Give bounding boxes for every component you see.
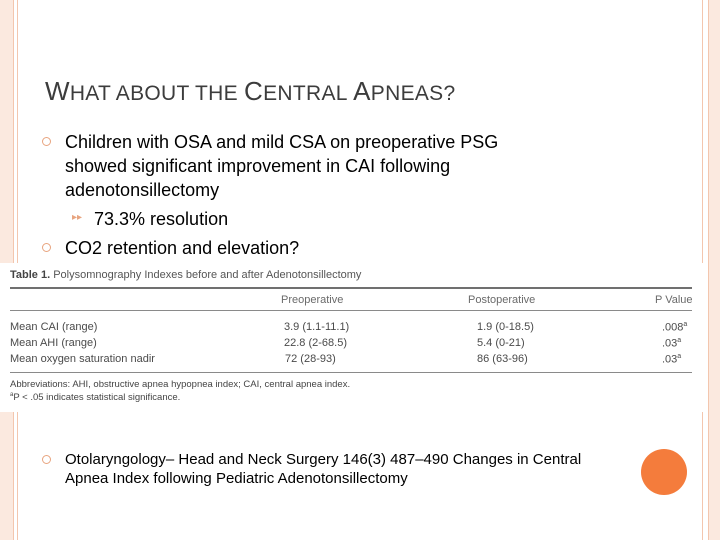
sub-bullet-icon: ▸▸: [72, 212, 83, 223]
bullet-ring-icon: [42, 137, 51, 146]
table-cell: Mean oxygen saturation nadir: [10, 353, 155, 365]
orange-circle-decoration: [641, 449, 687, 495]
table-rule: [10, 372, 692, 373]
table-header: Postoperative: [468, 294, 536, 306]
table-cell: .03$^a$: [662, 353, 682, 366]
table-cell: 86 (63-96): [477, 353, 528, 365]
bullet-ring-icon: [42, 455, 51, 464]
table-header: Preoperative: [281, 294, 344, 306]
table-rule: [10, 310, 692, 311]
bullet-text: CO2 retention and elevation?: [65, 238, 300, 258]
bullet-text: showed significant improvement in CAI following: [65, 156, 451, 176]
table-cell: 22.8 (2-68.5): [284, 337, 347, 349]
table-cell: 3.9 (1.1-11.1): [284, 321, 350, 333]
table-header: P Value: [655, 294, 693, 306]
table-cell: Mean CAI (range): [10, 321, 98, 333]
table-rule: [10, 287, 692, 289]
table-cell: .008$^a$: [662, 321, 688, 334]
table-cell: .03$^a$: [662, 337, 682, 350]
sub-bullet-text: 73.3% resolution: [94, 209, 229, 229]
table-footnote: $^a$P < .05 indicates statistical significance.: [10, 392, 181, 404]
citation-text: Otolaryngology– Head and Neck Surgery 146(3) 487–490 Changes in Central: [65, 451, 582, 468]
table-cell: 1.9 (0-18.5): [477, 321, 534, 333]
table-cell: 5.4 (0-21): [477, 337, 525, 349]
table-cell: 72 (28-93): [285, 353, 336, 365]
table-caption: Table 1. Polysomnography Indexes before and after Adenotonsillectomy: [10, 269, 362, 281]
citation-text: Apnea Index following Pediatric Adenotonsillectomy: [65, 470, 408, 487]
bullet-ring-icon: [42, 243, 51, 252]
table-cell: Mean AHI (range): [10, 337, 97, 349]
slide-title: WHAT ABOUT THE CENTRAL APNEAS?: [45, 76, 456, 106]
data-table: [0, 263, 707, 412]
table-abbreviations: Abbreviations: AHI, obstructive apnea hypopnea index; CAI, central apnea index.: [10, 379, 351, 390]
bullet-text: adenotonsillectomy: [65, 180, 220, 200]
bullet-text: Children with OSA and mild CSA on preoperative PSG: [65, 132, 499, 152]
